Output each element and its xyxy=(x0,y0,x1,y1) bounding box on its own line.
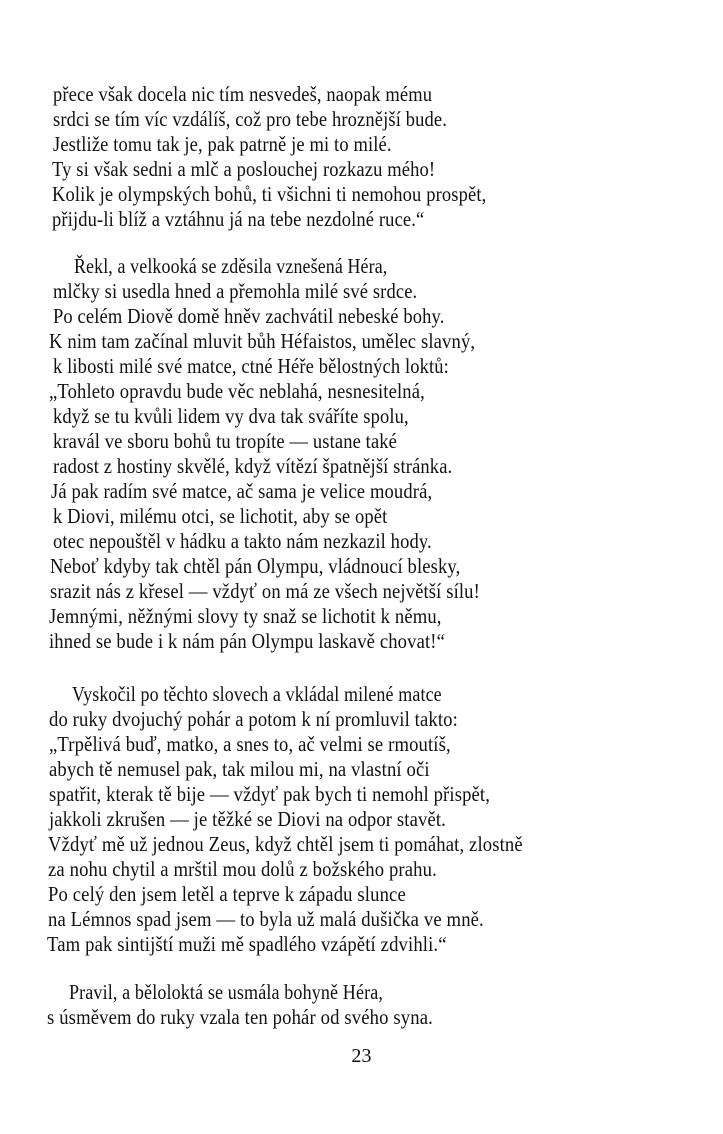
verse-line: Řekl, a velkooká se zděsila vznešená Héra, xyxy=(74,254,388,278)
verse-line: spatřit, kterak tě bije — vždyť pak bych ti nemohl přispět, xyxy=(49,782,491,806)
verse-line: na Lémnos spad jsem — to byla už malá dušička ve mně. xyxy=(48,907,484,931)
verse-line: Kolik je olympských bohů, ti všichni ti nemohou prospět, xyxy=(52,182,487,206)
verse-line: Jestliže tomu tak je, pak patrně je mi to milé. xyxy=(53,132,392,156)
verse-line: Já pak radím své matce, ač sama je velice moudrá, xyxy=(51,479,433,503)
verse-line: Vyskočil po těchto slovech a vkládal milené matce xyxy=(72,682,442,706)
verse-line: Po celém Diově domě hněv zachvátil nebeské bohy. xyxy=(53,304,445,328)
verse-line: kravál ve sboru bohů tu tropíte — ustane také xyxy=(53,429,398,453)
stanza-3 xyxy=(0,682,723,957)
verse-line: přece však docela nic tím nesvedeš, naopak mému xyxy=(53,82,433,106)
verse-line: s úsměvem do ruky vzala ten pohár od svého syna. xyxy=(47,1005,433,1029)
verse-line: abych tě nemusel pak, tak milou mi, na vlastní oči xyxy=(49,757,430,781)
verse-line: když se tu kvůli lidem vy dva tak sváříte spolu, xyxy=(53,404,409,428)
verse-line: Tam pak sintijští muži mě spadlého vzápětí zdvihli.“ xyxy=(47,932,447,956)
verse-line: ihned se bude i k nám pán Olympu laskavě chovat!“ xyxy=(49,629,446,653)
verse-line: k Diovi, milému otci, se lichotit, aby se opět xyxy=(53,504,388,528)
verse-line: za nohu chytil a mrštil mou dolů z božského prahu. xyxy=(48,857,437,881)
verse-line: jakkoli zkrušen — je těžké se Diovi na odpor stavět. xyxy=(49,807,446,831)
verse-line: K nim tam začínal mluvit bůh Héfaistos, umělec slavný, xyxy=(49,329,476,353)
page-number: 23 xyxy=(351,1045,372,1067)
verse-line: otec nepouštěl v hádku a takto nám nezkazil hody. xyxy=(53,529,432,553)
verse-line: Vždyť mě už jednou Zeus, když chtěl jsem ti pomáhat, zlostně xyxy=(48,832,523,856)
verse-line: srdci se tím víc vzdálíš, což pro tebe hroznější bude. xyxy=(53,107,447,131)
verse-line: do ruky dvojuchý pohár a potom k ní promluvil takto: xyxy=(49,707,458,731)
verse-line: přijdu-li blíž a vztáhnu já na tebe nezdolné ruce.“ xyxy=(52,207,425,231)
verse-line: radost z hostiny skvělé, když vítězí špatnější stránka. xyxy=(53,454,453,478)
verse-line: Po celý den jsem letěl a teprve k západu slunce xyxy=(48,882,406,906)
verse-line: „Trpělivá buď, matko, a snes to, ač velmi se rmoutíš, xyxy=(49,732,451,756)
stanza-1 xyxy=(0,82,723,232)
verse-line: mlčky si usedla hned a přemohla milé své srdce. xyxy=(53,279,418,303)
verse-line: „Tohleto opravdu bude věc neblahá, nesnesitelná, xyxy=(49,379,425,403)
verse-line: k libosti milé své matce, ctné Héře bělostných loktů: xyxy=(53,354,449,378)
verse-line: srazit nás z křesel — vždyť on má ze všech největší sílu! xyxy=(50,579,480,603)
verse-line: Neboť kdyby tak chtěl pán Olympu, vládnoucí blesky, xyxy=(50,554,461,578)
verse-line: Jemnými, něžnými slovy ty snaž se lichotit k němu, xyxy=(49,604,442,628)
verse-line: Pravil, a běloloktá se usmála bohyně Héra, xyxy=(69,980,383,1004)
stanza-4 xyxy=(0,980,723,1030)
stanza-2 xyxy=(0,254,723,654)
verse-line: Ty si však sedni a mlč a poslouchej rozkazu mého! xyxy=(52,157,436,181)
